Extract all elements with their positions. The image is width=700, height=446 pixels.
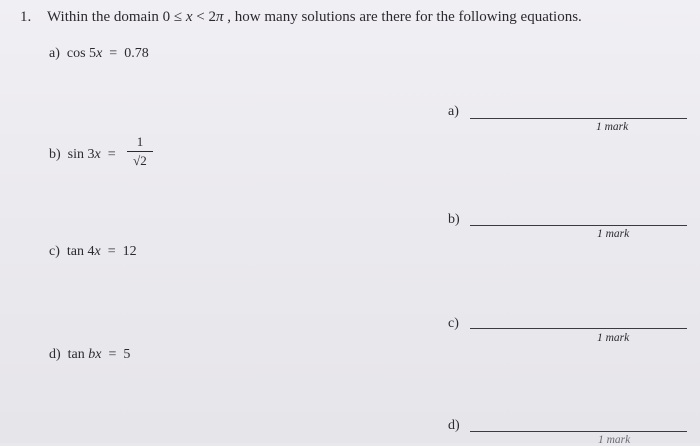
answer-d-line[interactable] [470,431,687,432]
part-b-fraction [127,134,153,169]
question-intro: Within the domain 0 ≤ x < 2π , how many solutions are there for the following equations. [47,9,582,25]
answer-c-line[interactable] [470,328,687,329]
part-c-equation: c) tan 4x = 12 [49,244,137,259]
answer-b-label: b) [448,212,460,227]
fraction-denominator: √2 [133,153,147,168]
answer-b-mark: 1 mark [597,228,630,240]
answer-a-line[interactable] [470,118,687,119]
fraction-bar [127,151,153,152]
fraction-numerator: 1 [136,134,144,149]
answer-d-label: d) [448,418,460,433]
question-number: 1. [20,9,32,25]
part-b-equation: b) sin 3x = [49,147,116,162]
part-d-equation: d) tan bx = 5 [49,347,131,362]
part-a-equation: a) cos 5x = 0.78 [49,46,149,61]
answer-c-mark: 1 mark [597,332,630,344]
answer-d-mark: 1 mark [598,434,631,446]
answer-a-label: a) [448,104,459,119]
answer-c-label: c) [448,316,459,331]
answer-a-mark: 1 mark [596,121,629,133]
answer-b-line[interactable] [470,225,687,226]
